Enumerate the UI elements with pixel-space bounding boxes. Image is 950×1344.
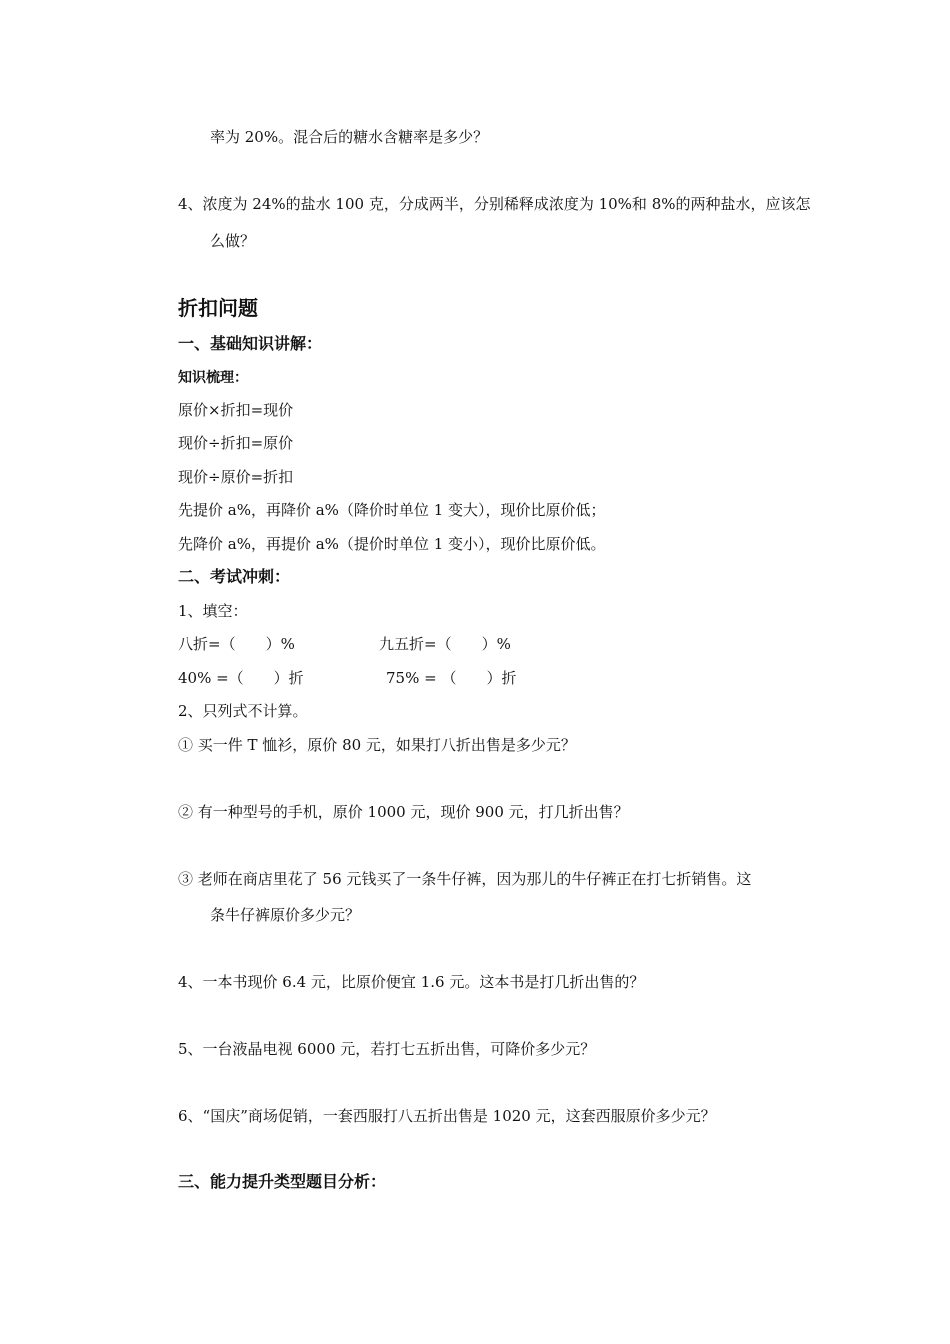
fill-blank-c: 40% =（ ）折 [178,669,304,687]
formula-1: 原价×折扣=现价 [178,401,294,419]
fill-blank-d: 75% = （ ）折 [386,669,517,687]
heading-basic-knowledge: 一、基础知识讲解： [178,334,323,353]
subproblem-1: ① 买一件 T 恤衫，原价 80 元，如果打八折出售是多少元？ [178,736,576,754]
problem-5: 5、一台液晶电视 6000 元，若打七五折出售，可降价多少元？ [178,1040,596,1058]
fill-row-2 [178,668,517,688]
problem-4: 4、一本书现价 6.4 元，比原价便宜 1.6 元。这本书是打几折出售的？ [178,973,645,991]
q3-continuation: 率为 20%。混合后的糖水含糖率是多少？ [210,128,489,146]
fill-row-1 [178,634,511,654]
subproblem-3-line2: 条牛仔裤原价多少元？ [210,906,361,924]
heading-exam-sprint: 二、考试冲刺： [178,567,291,586]
fill-blank-a: 八折=（ ）% [178,635,295,653]
rule-2: 先降价 a%，再提价 a%（提价时单位 1 变小），现价比原价低。 [178,535,606,553]
rule-1: 先提价 a%，再降价 a%（降价时单位 1 变大），现价比原价低； [178,501,606,519]
q4-line1: 4、浓度为 24%的盐水 100 克，分成两半，分别稀释成浓度为 10%和 8%的两种盐水，应该怎 [178,195,811,213]
problem-1-label: 1、填空： [178,602,248,620]
q4-line2: 么做？ [210,232,256,250]
subproblem-3-line1: ③ 老师在商店里花了 56 元钱买了一条牛仔裤，因为那儿的牛仔裤正在打七折销售。这 [178,870,752,888]
problem-6: 6、“国庆”商场促销，一套西服打八五折出售是 1020 元，这套西服原价多少元？ [178,1107,716,1125]
heading-ability-analysis: 三、能力提升类型题目分析： [178,1172,387,1191]
formula-3: 现价÷原价=折扣 [178,468,294,486]
fill-blank-b: 九五折=（ ）% [379,635,511,653]
problem-2-label: 2、只列式不计算。 [178,702,308,720]
section-title: 折扣问题 [178,296,258,320]
formula-2: 现价÷折扣=原价 [178,434,294,452]
subproblem-2: ② 有一种型号的手机，原价 1000 元，现价 900 元，打几折出售？ [178,803,629,821]
subheading-knowledge-summary: 知识梳理： [178,370,248,386]
